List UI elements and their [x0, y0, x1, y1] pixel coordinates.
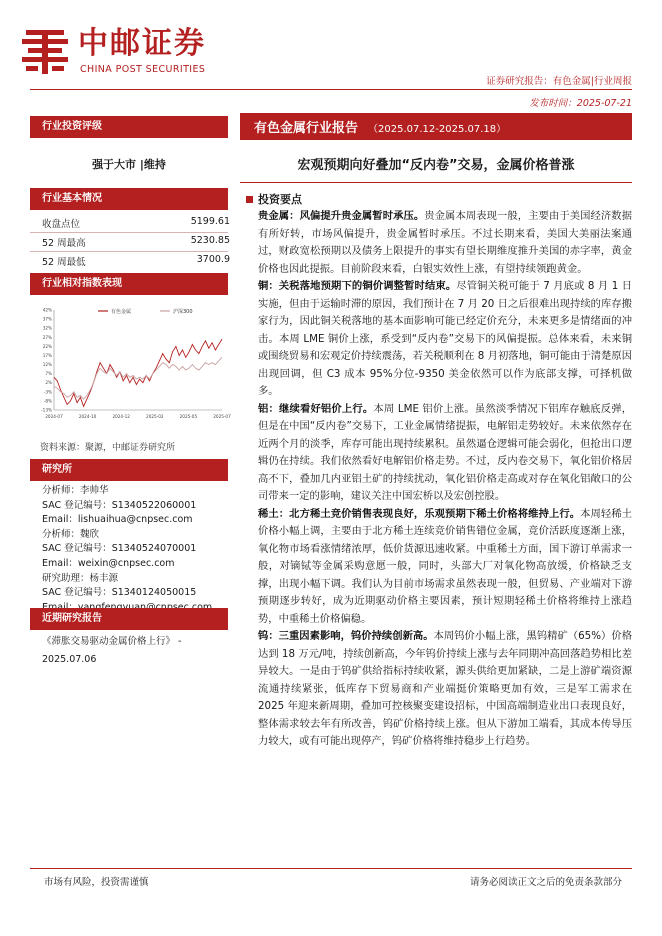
legend-label: 沪深300 [173, 308, 193, 315]
y-tick-label: 2% [45, 380, 52, 386]
basics-row [42, 216, 230, 230]
brand-name-cn: 中邮证券 [78, 26, 206, 61]
legend-label: 有色金属 [111, 308, 132, 315]
row-divider [30, 251, 228, 252]
y-tick-label: 27% [42, 334, 52, 340]
research-label: 研究所 [30, 459, 228, 481]
analyst-line: SAC 登记编号：S1340522060001 [42, 499, 197, 511]
recent-report-link[interactable]: 《滞胀交易驱动金属价格上行》 - 2025.07.06 [42, 636, 182, 665]
footer-disclaimer: 请务必阅读正文之后的免责条款部分 [469, 877, 622, 888]
section-heading: 投资要点 [258, 193, 302, 206]
paragraph-text: 尽管铜关税可能于 7 月底或 8 月 1 日实施，但由于运输时滞的原因，我们预计在 7 月 20 日之后很难出现持续的库存搬家行为，因此铜关税落地的基本面影响可能已经定价充分，未来更多是情绪面的冲击。本周 LME 铜价上涨，系受到“反内卷”交易下的风偏提振。总体来看，未来铜或围绕贸易和宏观定价持续震荡，若关税顺利在 8 月初落地，铜可能由于清楚原因出现回调，但 C3 成本 95%分位-9350 美金依然可以作为底部支撑，可择机做多。 [258, 280, 632, 397]
x-tick-label: 2024-12 [112, 414, 130, 419]
basics-label: 行业基本情况 [30, 188, 228, 210]
basics-row [42, 235, 230, 249]
analyst-line: 研究助理：杨丰源 [42, 572, 119, 584]
paragraph-rare-earth [258, 506, 632, 629]
doc-type: 证券研究报告：有色金属|行业周报 [486, 76, 632, 87]
analyst-line: SAC 登记编号：S1340124050015 [42, 587, 197, 599]
paragraph-lead: 贵金属：风偏提升贵金属暂时承压。 [258, 210, 425, 222]
bullet-icon [246, 196, 253, 203]
basics-value: 5230.85 [190, 235, 230, 246]
paragraph-text: 本周轻稀土价格小幅上调，主要由于北方稀土连续竞价销售错位金属，竞价活跃度逐渐上涨，氧化物市场看涨情绪浓厚，低价货源迅速收紧。中重稀土方面，国下游订单需求一般，对镝铽等金属采购意愿一般，同时，头部大厂对氧化物高放缓，价格缺乏支撑，出现小幅下调。我们认为目前市场需求虽然表现一般，但贸易、产业端对下游预期逐步转好，成为近期驱动价格主要因素，预计短期轻稀土价格将维持上涨趋势，中重稀土价格偏稳。 [258, 507, 633, 625]
brand-logo-icon [20, 26, 70, 76]
footer-divider [30, 868, 632, 869]
basics-key: 52 周最高 [42, 238, 86, 249]
x-tick-label: 2025-05 [179, 414, 198, 419]
paragraph-precious-metals [258, 208, 632, 278]
page-title: 宏观预期向好叠加“反内卷”交易，金属价格普涨 [297, 158, 575, 173]
x-tick-label: 2025-07 [213, 414, 231, 419]
paragraph-aluminum [258, 401, 632, 506]
report-title-bar [240, 113, 632, 140]
report-body [258, 208, 632, 751]
title-divider [240, 182, 632, 183]
perf-label: 行业相对指数表现 [30, 273, 228, 295]
recent-label: 近期研究报告 [30, 608, 228, 630]
analyst-email[interactable]: Email：weixin@cnpsec.com [42, 557, 175, 569]
paragraph-text: 本周 LME 铝价上涨。虽然淡季情况下铝库存触底反弹，但是在中国“反内卷”交易下，工业金属情绪提振，电解铝走势较好。未来依然存在近两个月的淡季，库存可能出现持续累积。虽然逼仓逻辑可能会弱化，但抢出口逻辑仍在持续。我们依然看好电解铝价格走势。不过，反内卷交易下，氧化铝价格居高不下，叠加几内亚铝土矿的持续扰动，氧化铝价格走高或对存在氧化铝敞口的公司带来一定的影响，建议关注中国宏桥以及宏创控股。 [258, 402, 633, 502]
series-line-1 [54, 357, 222, 399]
basics-value: 5199.61 [190, 216, 230, 227]
publish-date: 发布时间：2025-07-21 [529, 98, 632, 109]
header-divider [30, 89, 632, 90]
basics-key: 52 周最低 [42, 257, 86, 268]
paragraph-lead: 铝：继续看好铝价上行。 [258, 402, 374, 415]
paragraph-lead: 铜：关税落地预期下的铜价调整暂时结束。 [258, 280, 457, 292]
rating-value: 强于大市 |维持 [92, 158, 166, 171]
brand-name-en: CHINA POST SECURITIES [80, 64, 206, 75]
y-tick-label: 22% [42, 343, 52, 349]
y-tick-label: 42% [42, 307, 52, 313]
paragraph-text: 本周钨价小幅上涨，黑钨精矿（65%）价格达到 18 万元/吨，持续创新高，今年钨价持续上涨与去年同期冲高回落趋势相比差异较大。一是由于钨矿供给指标持续收紧，源头供给更加紧缺，二是上游矿端资源流通持续紧张，低库存下贸易商和产业端挺价策略更加有效，三是军工需求在 2025 年迎来新周期，叠加可控核聚变建设招标，中国高端制造业出口表现良好，整体需求较去年有所改善，钨矿价格持续上涨。但从下游加工端看，其成本传导压力较大，或有可能出现停产，钨矿价格将维持稳步上行趋势。 [258, 630, 633, 747]
analyst-line: SAC 登记编号：S1340524070001 [42, 543, 197, 555]
rating-label: 行业投资评级 [30, 116, 228, 138]
y-tick-label: 32% [42, 325, 52, 331]
paragraph-lead: 钨：三重因素影响，钨价持续创新高。 [258, 630, 434, 642]
chart-source: 资料来源：聚源，中邮证券研究所 [40, 443, 176, 453]
analyst-email[interactable]: Email：lishuaihua@cnpsec.com [42, 514, 193, 526]
paragraph-copper [258, 278, 632, 401]
relative-index-chart [32, 300, 231, 425]
x-tick-label: 2024-07 [45, 414, 63, 419]
paragraph-text: 贵金属本周表现一般，主要由于美国经济数据有所好转，市场风偏提升，贵金属暂时承压。不过长期来看，美国大美丽法案通过，财政宽松预期以及债务上限提升的事实有望长期维度推升美国的赤字率，黄金价格也因此提振。目前阶段来看，白银实效性上涨，有望持续领跑黄金。 [258, 210, 633, 275]
basics-key: 收盘点位 [42, 219, 81, 230]
y-tick-label: -8% [43, 398, 52, 404]
x-tick-label: 2024-10 [78, 414, 97, 419]
basics-value: 3700.9 [196, 254, 230, 265]
y-tick-label: 7% [45, 371, 52, 377]
footer-risk-note: 市场有风险，投资需谨慎 [44, 877, 149, 888]
analyst-list [42, 484, 228, 615]
report-period: （2025.07.12-2025.07.18） [368, 124, 507, 135]
analyst-line: 分析师：魏欣 [42, 528, 100, 540]
paragraph-tungsten [258, 628, 632, 751]
analyst-line: 分析师：李帅华 [42, 485, 109, 496]
report-title: 有色金属行业报告 [254, 121, 359, 136]
paragraph-lead: 稀土：北方稀土竞价销售表现良好，乐观预期下稀土价格将维持上行。 [258, 507, 581, 520]
y-tick-label: 37% [42, 316, 52, 322]
y-tick-label: 17% [42, 352, 52, 358]
y-tick-label: -13% [41, 407, 52, 413]
y-tick-label: 12% [42, 362, 52, 368]
y-tick-label: -3% [43, 389, 52, 395]
basics-row [42, 254, 230, 268]
row-divider [30, 232, 228, 233]
x-tick-label: 2025-02 [146, 414, 164, 419]
